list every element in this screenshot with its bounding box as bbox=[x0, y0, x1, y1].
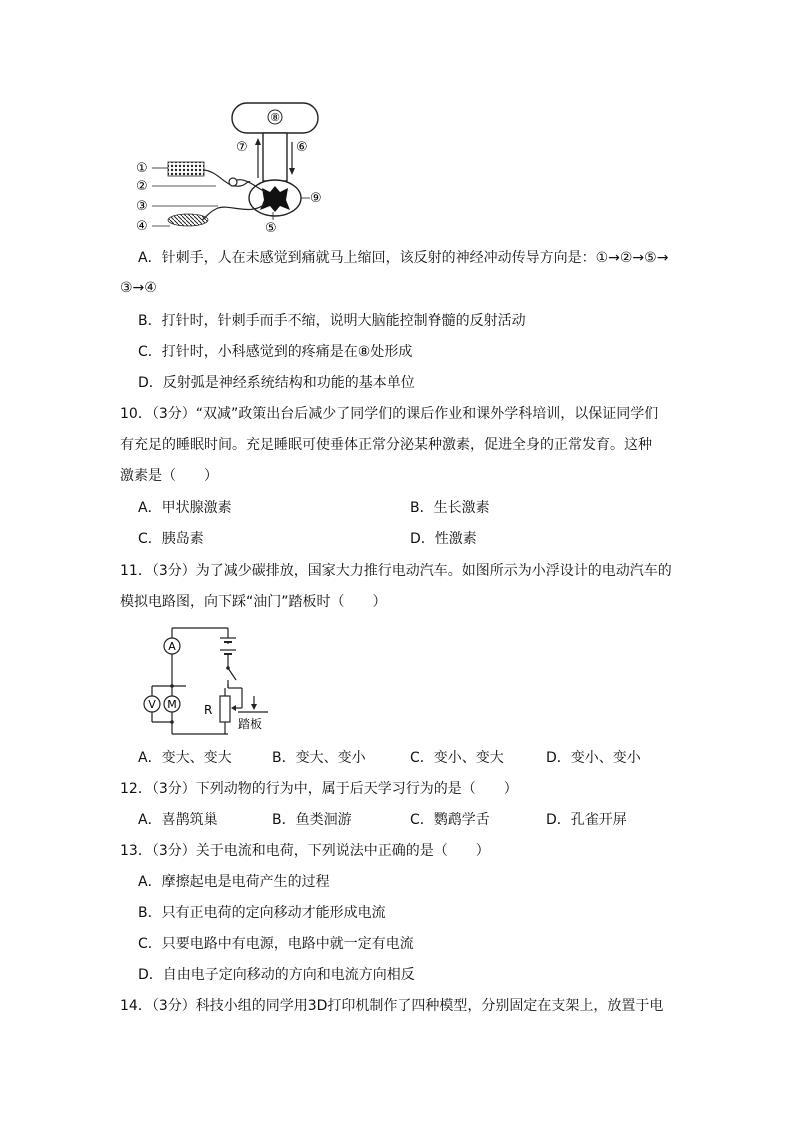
ammeter-label: A bbox=[168, 640, 176, 653]
label-4: ④ bbox=[136, 219, 148, 234]
q10-option-d: D．性激素 bbox=[410, 531, 477, 547]
circuit-diagram bbox=[138, 622, 278, 742]
q13-option-c: C．只要电路中有电源，电路中就一定有电流 bbox=[138, 936, 414, 952]
label-9: ⑨ bbox=[310, 191, 322, 206]
ganglion bbox=[229, 178, 237, 186]
q12-option-a: A．喜鹊筑巢 bbox=[138, 812, 218, 828]
q12-option-d: D．孔雀开屏 bbox=[546, 812, 627, 828]
q10-stem-line1: 10．（3分）“双减”政策出台后减少了同学们的课后作业和课外学科培训，以保证同学们 bbox=[120, 406, 659, 422]
q12-option-c: C．鹦鹉学舌 bbox=[410, 812, 490, 828]
resistor-label: R bbox=[204, 703, 213, 717]
q11-stem-line1: 11．（3分）为了减少碳排放，国家大力推行电动汽车。如图所示为小浮设计的电动汽车的 bbox=[120, 563, 672, 579]
q11-option-c: C．变小、变大 bbox=[410, 750, 504, 766]
gray-matter bbox=[260, 186, 290, 212]
q13-stem: 13．（3分）关于电流和电荷，下列说法中正确的是（ ） bbox=[120, 843, 490, 859]
pedal-label: 踏板 bbox=[238, 717, 263, 731]
q13-option-a: A．摩擦起电是电荷产生的过程 bbox=[138, 874, 330, 890]
q10-option-b: B．生长激素 bbox=[410, 500, 490, 516]
q11-option-d: D．变小、变小 bbox=[546, 750, 641, 766]
q9-option-c: C．打针时，小科感觉到的疼痛是在⑧处形成 bbox=[138, 344, 413, 360]
q10-option-c: C．胰岛素 bbox=[138, 531, 204, 547]
q14-stem-line1: 14．（3分）科技小组的同学用3D打印机制作了四种模型，分别固定在支架上，放置于电 bbox=[120, 998, 664, 1014]
label-5: ⑤ bbox=[265, 221, 277, 236]
spinal-stem bbox=[263, 133, 287, 181]
label-8: ⑧ bbox=[270, 111, 280, 124]
q10-stem-line2: 有充足的睡眠时间。充足睡眠可使垂体正常分泌某种激素，促进全身的正常发育。这种 bbox=[120, 437, 652, 453]
q12-option-b: B．鱼类洄游 bbox=[272, 812, 352, 828]
label-6: ⑥ bbox=[296, 140, 308, 155]
q13-option-d: D．自由电子定向移动的方向和电流方向相反 bbox=[138, 967, 415, 983]
q9-option-d: D．反射弧是神经系统结构和功能的基本单位 bbox=[138, 375, 415, 391]
q9-option-a-line2: ③→④ bbox=[120, 280, 157, 296]
skin-receptor bbox=[168, 162, 204, 176]
q12-stem: 12．（3分）下列动物的行为中，属于后天学习行为的是（ ） bbox=[120, 781, 518, 797]
q9-option-a-line1: A．针刺手，人在未感觉到痛就马上缩回，该反射的神经冲动传导方向是：①→②→⑤→ bbox=[138, 250, 669, 266]
q10-option-a: A．甲状腺激素 bbox=[138, 500, 232, 516]
label-2: ② bbox=[136, 179, 148, 194]
q10-stem-line3: 激素是（ ） bbox=[120, 468, 218, 484]
label-7: ⑦ bbox=[236, 140, 248, 155]
q11-stem-line2: 模拟电路图，向下踩“油门”踏板时（ ） bbox=[120, 594, 387, 610]
q11-option-b: B．变大、变小 bbox=[272, 750, 366, 766]
label-1: ① bbox=[136, 161, 148, 176]
q11-option-a: A．变大、变大 bbox=[138, 750, 232, 766]
muscle-effector bbox=[168, 214, 208, 226]
q9-option-b: B．打针时，针刺手而手不缩，说明大脑能控制脊髓的反射活动 bbox=[138, 313, 526, 329]
label-3: ③ bbox=[136, 199, 148, 214]
resistor bbox=[220, 696, 230, 722]
reflex-arc-figure bbox=[130, 100, 470, 240]
motor-label: M bbox=[167, 698, 177, 711]
voltmeter-label: V bbox=[148, 698, 156, 711]
q13-option-b: B．只有正电荷的定向移动才能形成电流 bbox=[138, 905, 386, 921]
